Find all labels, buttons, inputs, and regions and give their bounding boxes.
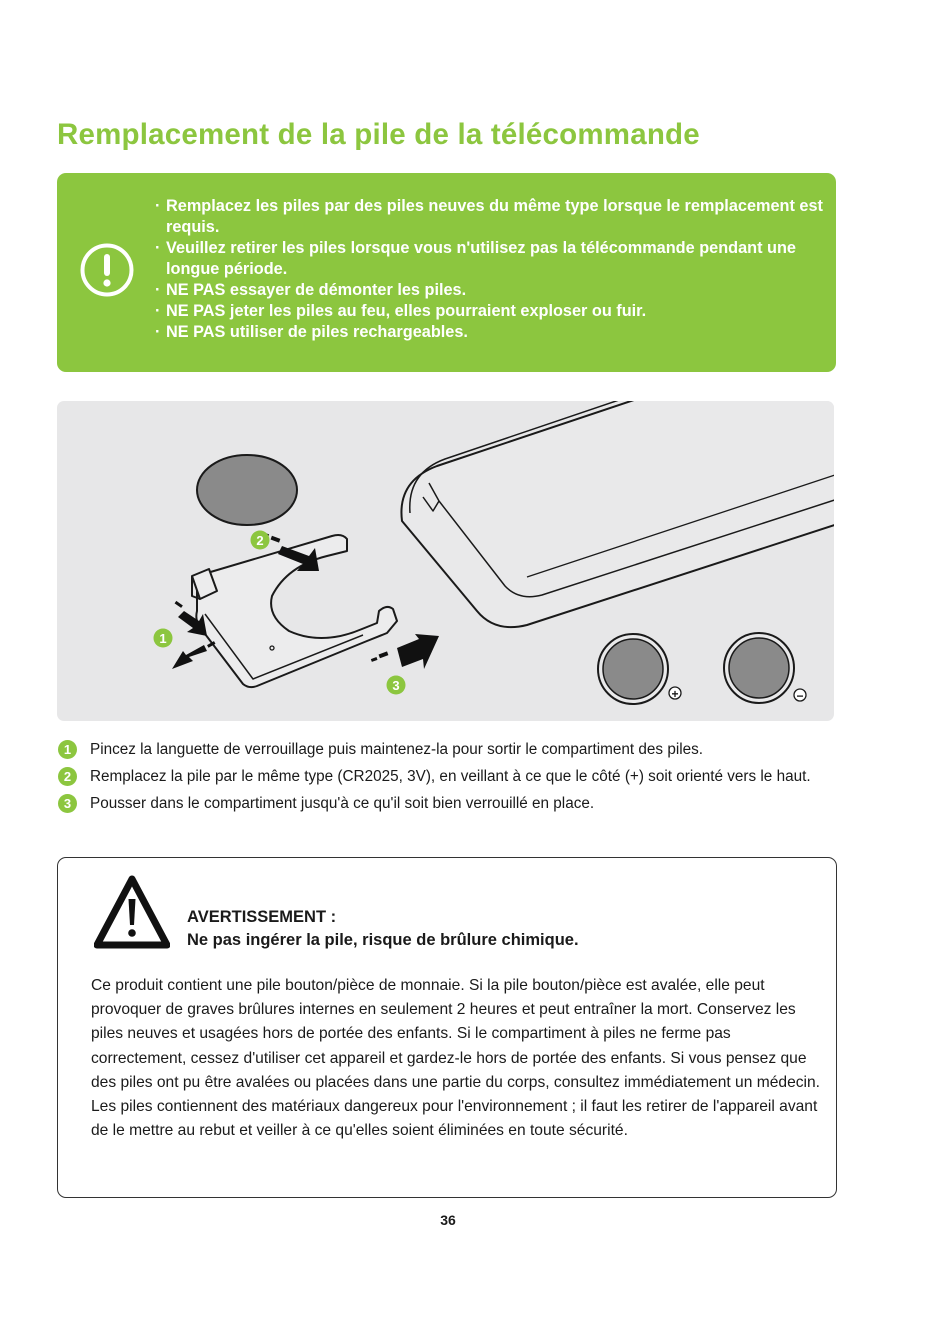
info-note: [57, 173, 836, 372]
step-item: [57, 790, 857, 817]
exclamation-circle-icon: [79, 242, 135, 298]
step-number: 1: [58, 740, 77, 759]
page-number: 36: [440, 1212, 456, 1228]
minus-symbol: −: [796, 689, 804, 703]
step-item: [57, 736, 857, 763]
warning-subheading: Ne pas ingérer la pile, risque de brûlure chimique.: [187, 931, 579, 949]
warning-heading: AVERTISSEMENT :: [187, 908, 337, 926]
note-item: · Veuillez retirer les piles lorsque vous n'utilisez pas la télécommande pendant une longue période.: [155, 238, 825, 280]
step-number: 2: [58, 767, 77, 786]
illustration-drawing: [57, 401, 834, 721]
callout-3-label: 3: [392, 678, 400, 693]
arrow-down-right-icon: [178, 611, 207, 636]
warning-heading-block: [187, 906, 579, 952]
arrow-left-icon: [172, 645, 207, 669]
warning-triangle-icon: [94, 875, 170, 949]
arrow-right-icon: [397, 634, 439, 669]
callout-2: [251, 531, 270, 550]
step-text: Pincez la languette de verrouillage puis maintenez-la pour sortir le compartiment des piles.: [90, 741, 704, 758]
callout-2-label: 2: [256, 533, 264, 548]
battery-replacement-illustration: [57, 401, 834, 721]
step-item: [57, 763, 857, 790]
warning-box: [57, 857, 837, 1198]
page-title: Remplacement de la pile de la télécommande: [57, 118, 700, 151]
note-item: · Remplacez les piles par des piles neuves du même type lorsque le remplacement est requis.: [155, 196, 825, 238]
note-item: · NE PAS jeter les piles au feu, elles pourraient exploser ou fuir.: [155, 301, 825, 322]
step-text: Remplacez la pile par le même type (CR2025, 3V), en veillant à ce que le côté (+) soit orienté vers le haut.: [90, 768, 811, 785]
step-text: Pousser dans le compartiment jusqu'à ce qu'il soit bien verrouillé en place.: [90, 795, 595, 812]
steps-list: [57, 736, 857, 817]
battery-negative-side: [724, 633, 806, 703]
remote-control-drawing: [401, 401, 834, 627]
step-number: 3: [58, 794, 77, 813]
warning-body: Ce produit contient une pile bouton/pièce de monnaie. Si la pile bouton/pièce est avalée, elle peut provoquer de graves brûlures internes en seulement 2 heures et peut entraîner la mort. Conservez les piles neuves et usagées hors de portée des enfants. Si le compartiment à piles ne ferme pas correctement, cessez d'utiliser cet appareil et gardez-le hors de portée des enfants. Si vous pensez que des piles ont pu être avalées ou placées dans une partie du corps, consultez immédiatement un médecin. Les piles contiennent des matériaux dangereux pour l'environnement ; il faut les retirer de l'appareil avant de le mettre au rebut et veiller à ce qu'elles soient éliminées en toute sécurité.: [91, 977, 821, 1140]
note-list: [155, 196, 825, 343]
note-item: · NE PAS essayer de démonter les piles.: [155, 280, 825, 301]
callout-1-label: 1: [159, 631, 167, 646]
note-item: · NE PAS utiliser de piles rechargeables.: [155, 322, 825, 343]
plus-symbol: +: [671, 687, 679, 701]
callout-1: [154, 629, 173, 648]
callout-3: [387, 676, 406, 695]
battery-positive-side: [598, 634, 681, 704]
coin-battery: [197, 455, 297, 525]
